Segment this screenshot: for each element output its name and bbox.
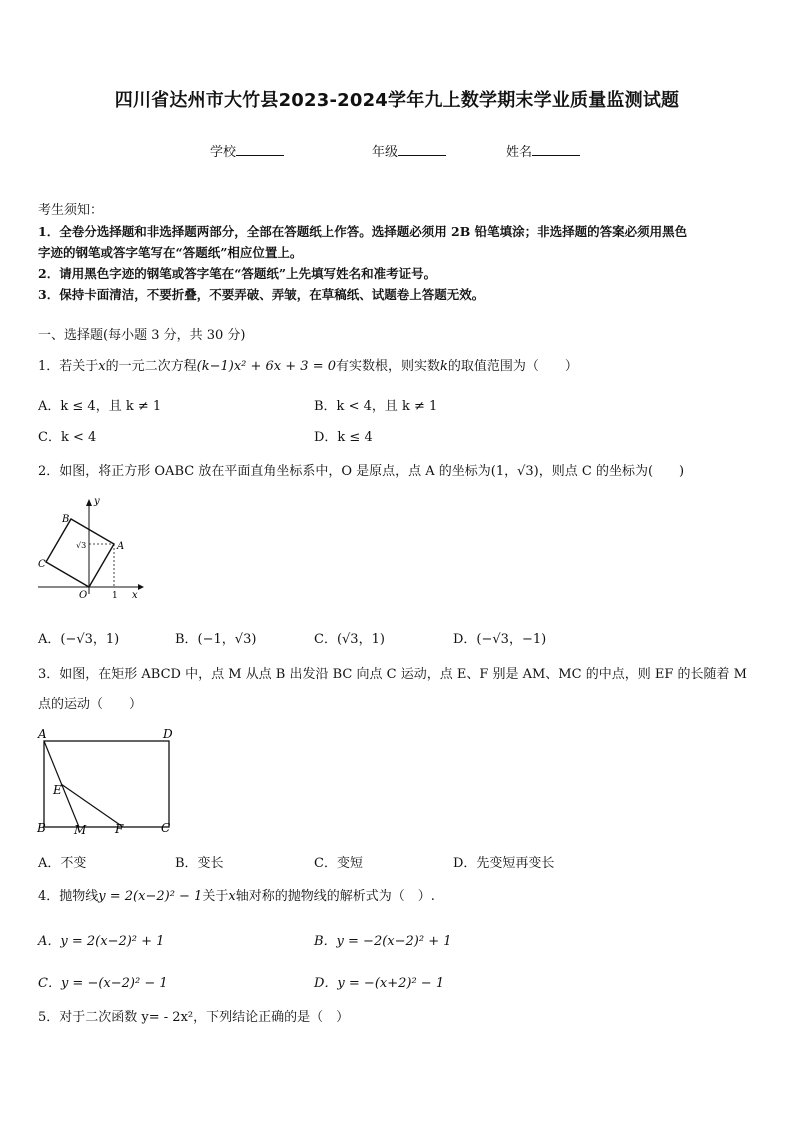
q4-option-d: D．y = −(x+2)² − 1 <box>314 976 445 991</box>
question-5-stem: 5．对于二次函数 y= - 2x²，下列结论正确的是（ ） <box>38 1010 350 1025</box>
page-title: 四川省达州市大竹县2023-2024学年九上数学期末学业质量监测试题 <box>114 90 680 111</box>
label-a: A <box>117 541 125 552</box>
label-y: y <box>94 496 100 507</box>
label-m: M <box>74 823 87 837</box>
question-3-stem-line-1: 3．如图，在矩形 ABCD 中，点 M 从点 B 出发沿 BC 向点 C 运动，点 E、F 别是 AM、MC 的中点，则 EF 的长随着 M <box>38 667 747 682</box>
label-d: D <box>163 727 173 741</box>
notice-heading: 考生须知： <box>38 203 104 218</box>
q2-option-b: B．(−1，√3) <box>175 632 257 647</box>
q1-suffix-1: 有实数根，则实数 <box>335 359 440 374</box>
q2-sqrt3: √3 <box>517 464 534 479</box>
question-4-stem <box>38 887 435 907</box>
square-oabc <box>46 519 114 587</box>
q1-option-b: B．k < 4，且 k ≠ 1 <box>314 399 438 414</box>
name-label: 姓名 <box>506 145 533 160</box>
q2-stem-b: )，则点 C 的坐标为( ) <box>533 464 685 479</box>
q4-option-b: B．y = −2(x−2)² + 1 <box>314 934 452 949</box>
notice-item-2: 2．请用黑色字迹的钢笔或答字笔在“答题纸”上先填写姓名和准考证号。 <box>38 266 437 281</box>
question-3-stem-line-2: 点的运动（ ） <box>38 697 143 712</box>
q3-option-a: A．不变 <box>38 856 87 871</box>
q2-stem-a: 2．如图，将正方形 OABC 放在平面直角坐标系中，O 是原点，点 A 的坐标为(1， <box>38 464 518 479</box>
q1-mid: 的一元二次方程 <box>105 359 197 374</box>
label-a: A <box>38 727 47 741</box>
grade-field <box>372 141 446 160</box>
notice-item-1-line-2: 字迹的钢笔或答字笔写在“答题纸”相应位置上。 <box>38 245 303 260</box>
q4-axis: x <box>228 889 236 904</box>
label-x: x <box>132 590 138 601</box>
label-c: C <box>38 559 46 570</box>
label-e: E <box>53 783 62 797</box>
q3-option-b: B．变长 <box>175 856 224 871</box>
q3-option-d: D．先变短再变长 <box>453 856 555 871</box>
q4-option-a: A．y = 2(x−2)² + 1 <box>38 934 165 949</box>
notice-item-3: 3．保持卡面清洁，不要折叠，不要弄破、弄皱，在草稿纸、试题卷上答题无效。 <box>38 287 485 302</box>
q1-option-d: D．k ≤ 4 <box>314 430 373 445</box>
grade-label: 年级 <box>372 145 399 160</box>
q1-suffix-2: 的取值范围为（ ） <box>447 359 578 374</box>
q1-option-c: C．k < 4 <box>38 430 97 445</box>
notice-item-1-line-1: 1．全卷分选择题和非选择题两部分，全部在答题纸上作答。选择题必须用 2B 铅笔填涂；非选择题的答案必须用黑色 <box>38 224 688 239</box>
q1-var-k: k <box>440 359 448 374</box>
y-axis-arrow <box>86 499 92 506</box>
q1-equation: (k−1)x² + 6x + 3 = 0 <box>196 359 336 374</box>
q2-option-d: D．(−√3，−1) <box>453 632 547 647</box>
school-field <box>210 141 284 160</box>
section-heading: 一、选择题(每小题 3 分，共 30 分) <box>38 328 246 343</box>
label-c: C <box>161 821 171 835</box>
name-field <box>506 141 580 160</box>
label-b: B <box>62 514 70 525</box>
q4-prefix: 4．抛物线 <box>38 889 99 904</box>
q2-option-c: C．(√3，1) <box>314 632 385 647</box>
q2-option-a: A．(−√3，1) <box>38 632 120 647</box>
q3-option-c: C．变短 <box>314 856 363 871</box>
rectangle-abcd <box>44 741 169 827</box>
label-one: 1 <box>112 591 118 601</box>
school-label: 学校 <box>210 145 237 160</box>
q1-var-x: x <box>98 359 106 374</box>
label-b: B <box>37 821 46 835</box>
q4-expr: y = 2(x−2)² − 1 <box>98 889 203 904</box>
name-blank <box>532 143 580 156</box>
school-blank <box>236 143 284 156</box>
q3-figure <box>34 724 184 838</box>
x-axis-arrow <box>138 584 144 590</box>
q1-option-a: A．k ≤ 4，且 k ≠ 1 <box>38 399 162 414</box>
q1-prefix: 1．若关于 <box>38 359 99 374</box>
label-root3: √3 <box>76 541 87 550</box>
q2-figure <box>34 494 146 602</box>
q4-suffix: 轴对称的抛物线的解析式为（ ）. <box>235 889 435 904</box>
grade-blank <box>398 143 446 156</box>
q4-mid: 关于 <box>202 889 229 904</box>
label-o: O <box>79 590 88 601</box>
question-2-stem <box>38 462 684 482</box>
question-1-stem <box>38 357 578 377</box>
label-f: F <box>115 822 124 836</box>
q4-option-c: C．y = −(x−2)² − 1 <box>38 976 168 991</box>
